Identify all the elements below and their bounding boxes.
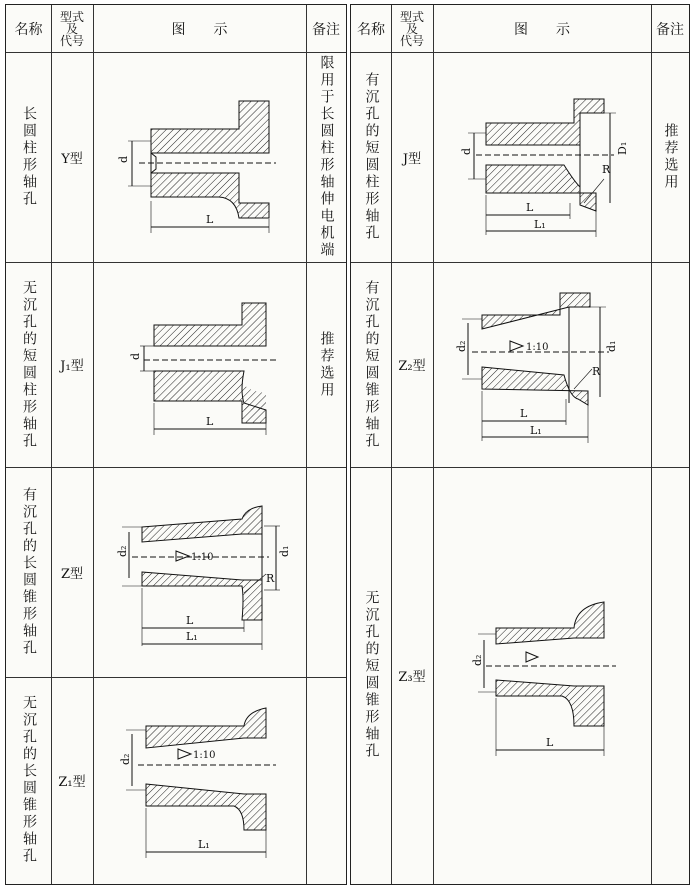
- header-type-r: 型式 及 代号: [399, 9, 424, 48]
- figure-z: [94, 468, 305, 676]
- svg-text:L₁: L₁: [198, 838, 210, 851]
- svg-text:L: L: [526, 201, 534, 214]
- svg-text:d₂: d₂: [116, 545, 129, 557]
- svg-text:L: L: [520, 407, 528, 420]
- svg-text:L: L: [186, 614, 194, 627]
- figure-z1: [94, 678, 305, 882]
- svg-text:L: L: [546, 736, 554, 749]
- svg-text:L: L: [206, 415, 214, 428]
- row-y-remark: 限用于长圆柱形轴伸电机端: [318, 55, 335, 259]
- right-table: [350, 4, 690, 885]
- row-z3-code: Z₃型: [398, 669, 426, 685]
- row-z1-code: Z₁型: [58, 774, 86, 790]
- header-type: 型式 及 代号: [59, 9, 84, 48]
- svg-text:d: d: [129, 352, 142, 360]
- header-name: 名称: [14, 21, 43, 38]
- svg-text:d₁: d₁: [278, 545, 291, 557]
- svg-text:D₁: D₁: [616, 141, 629, 155]
- svg-text:L₁: L₁: [534, 218, 546, 231]
- header-remark-r: 备注: [656, 21, 684, 38]
- row-z-name: 有沉孔的长圆锥形轴孔: [21, 487, 37, 657]
- row-j-name: 有沉孔的短圆柱形轴孔: [363, 72, 380, 242]
- svg-text:L₁: L₁: [530, 424, 542, 437]
- row-y-code: Y型: [61, 151, 83, 167]
- header-figure: 图 示: [171, 21, 228, 38]
- figure-j1: [94, 263, 305, 466]
- svg-text:d₂: d₂: [455, 340, 468, 352]
- figure-y: [94, 53, 305, 261]
- row-z1-name: 无沉孔的长圆锥形轴孔: [21, 695, 37, 865]
- header-figure-r: 图 示: [514, 21, 570, 38]
- svg-text:1:10: 1:10: [193, 750, 216, 761]
- row-j1-remark: 推荐选用: [318, 330, 335, 399]
- svg-text:d₂: d₂: [471, 654, 484, 666]
- svg-text:L₁: L₁: [186, 630, 198, 643]
- svg-text:R: R: [602, 163, 611, 176]
- svg-text:R: R: [592, 365, 601, 378]
- header-name-r: 名称: [357, 21, 385, 38]
- row-j1-code: J₁型: [60, 359, 84, 374]
- figure-z2: [434, 263, 650, 466]
- dim-d: d: [117, 155, 130, 163]
- left-table: [5, 4, 347, 885]
- figure-j: [434, 53, 650, 261]
- row-z2-code: Z₂型: [398, 359, 426, 374]
- svg-text:d₁: d₁: [605, 340, 618, 352]
- svg-text:1:10: 1:10: [191, 552, 214, 563]
- row-j1-name: 无沉孔的短圆柱形轴孔: [21, 279, 37, 450]
- svg-text:1:10: 1:10: [526, 342, 549, 353]
- row-y-name: 长圆柱形轴孔: [21, 106, 37, 208]
- svg-text:R: R: [266, 572, 275, 585]
- row-j-remark: 推荐选用: [662, 123, 679, 191]
- figure-z3: [434, 468, 650, 882]
- svg-text:d₂: d₂: [119, 753, 132, 765]
- row-j-code: J型: [402, 151, 422, 167]
- svg-text:d: d: [460, 147, 473, 155]
- header-remark: 备注: [312, 21, 340, 38]
- row-z2-name: 有沉孔的短圆锥形轴孔: [363, 279, 380, 450]
- dim-L: L: [206, 213, 214, 226]
- row-z3-name: 无沉孔的短圆锥形轴孔: [363, 590, 380, 760]
- row-z-code: Z型: [60, 566, 84, 582]
